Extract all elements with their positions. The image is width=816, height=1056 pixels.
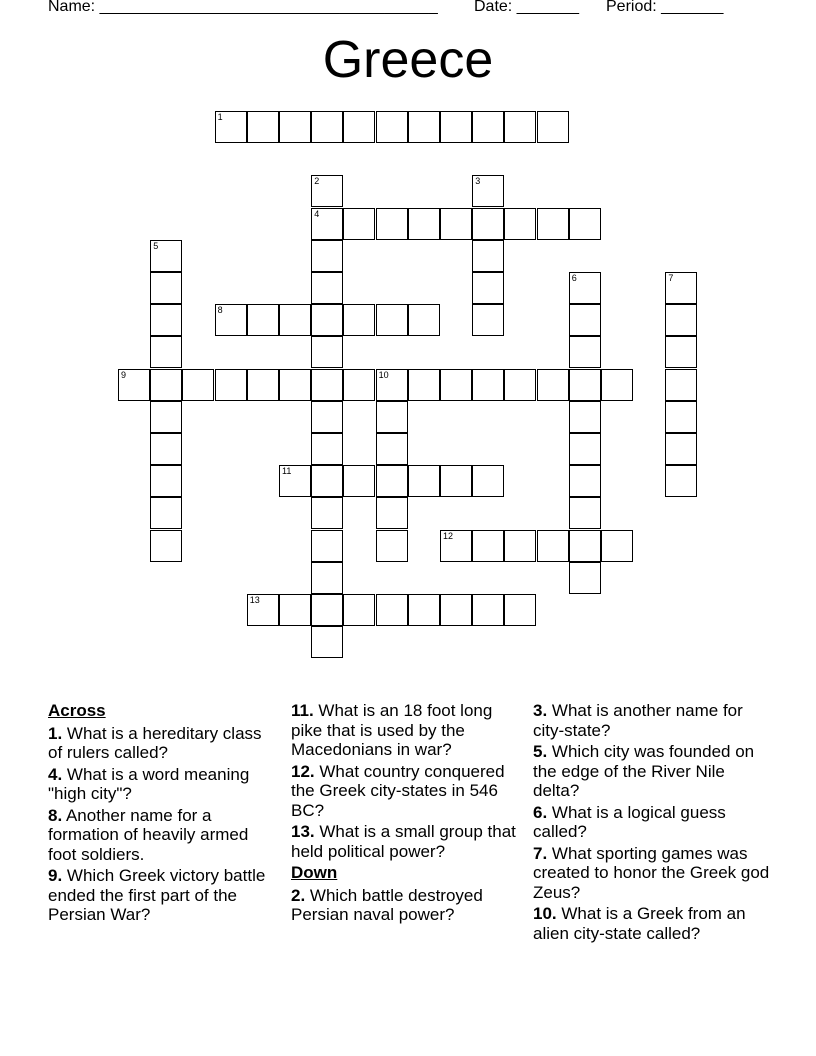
grid-cell[interactable] bbox=[408, 594, 440, 626]
grid-cell[interactable] bbox=[311, 336, 343, 368]
period-field-label: Period: _______ bbox=[606, 0, 724, 15]
grid-cell[interactable] bbox=[311, 369, 343, 401]
grid-cell[interactable] bbox=[440, 594, 472, 626]
clues-column-2 bbox=[291, 701, 523, 927]
clue-across-12: 12. What country conquered the Greek city-states in 546 BC? bbox=[291, 761, 505, 820]
grid-cell[interactable] bbox=[472, 208, 504, 240]
clue-number: 3 bbox=[475, 176, 481, 187]
grid-cell[interactable] bbox=[472, 369, 504, 401]
grid-cell[interactable] bbox=[376, 401, 408, 433]
clue-number: 11 bbox=[282, 466, 292, 477]
grid-cell[interactable] bbox=[376, 594, 408, 626]
clue-down-10: 10. What is a Greek from an alien city-state called? bbox=[533, 904, 746, 943]
grid-cell[interactable] bbox=[504, 530, 536, 562]
grid-cell[interactable] bbox=[569, 562, 601, 594]
clue-down-5: 5. Which city was founded on the edge of the River Nile delta? bbox=[533, 742, 755, 800]
grid-cell[interactable] bbox=[343, 465, 375, 497]
grid-cell[interactable] bbox=[472, 272, 504, 304]
grid-cell[interactable] bbox=[215, 111, 247, 143]
grid-cell[interactable] bbox=[279, 369, 311, 401]
grid-cell[interactable] bbox=[569, 433, 601, 465]
grid-cell[interactable] bbox=[472, 594, 504, 626]
clues-column-3 bbox=[533, 701, 773, 945]
grid-cell[interactable] bbox=[311, 594, 343, 626]
grid-cell[interactable] bbox=[472, 304, 504, 336]
clue-across-1: 1. What is a hereditary class of rulers called? bbox=[48, 723, 262, 762]
grid-cell[interactable] bbox=[343, 369, 375, 401]
grid-cell[interactable] bbox=[440, 369, 472, 401]
grid-cell[interactable] bbox=[537, 530, 569, 562]
clue-number: 13 bbox=[249, 595, 260, 605]
grid-cell[interactable] bbox=[569, 497, 601, 529]
grid-cell[interactable] bbox=[311, 175, 343, 207]
clue-number: 6 bbox=[571, 273, 577, 283]
grid-cell[interactable] bbox=[408, 111, 440, 143]
grid-cell[interactable] bbox=[247, 111, 279, 143]
grid-cell[interactable] bbox=[150, 497, 182, 529]
grid-cell[interactable] bbox=[440, 111, 472, 143]
grid-cell[interactable] bbox=[376, 304, 408, 336]
clue-number: 4 bbox=[314, 208, 320, 219]
grid-cell[interactable] bbox=[665, 304, 697, 336]
grid-cell[interactable] bbox=[311, 465, 343, 497]
grid-cell[interactable] bbox=[311, 240, 343, 272]
grid-cell[interactable] bbox=[601, 530, 633, 562]
grid-cell[interactable] bbox=[472, 240, 504, 272]
grid-cell[interactable] bbox=[440, 465, 472, 497]
grid-cell[interactable] bbox=[472, 175, 504, 207]
name-field-label: Name: ______________________________________ bbox=[48, 0, 438, 15]
grid-cell[interactable] bbox=[537, 111, 569, 143]
grid-cell[interactable] bbox=[601, 369, 633, 401]
grid-cell[interactable] bbox=[311, 272, 343, 304]
grid-cell[interactable] bbox=[569, 530, 601, 562]
grid-cell[interactable] bbox=[215, 304, 247, 336]
clue-number: 2 bbox=[314, 176, 320, 187]
grid-cell[interactable] bbox=[569, 369, 601, 401]
clue-number: 5 bbox=[153, 240, 159, 251]
grid-cell[interactable] bbox=[569, 336, 601, 368]
down-heading: Down bbox=[291, 863, 338, 882]
grid-cell[interactable] bbox=[311, 562, 343, 594]
grid-cell[interactable] bbox=[665, 433, 697, 465]
clue-across-4: 4. What is a word meaning "high city"? bbox=[48, 764, 250, 803]
grid-cell[interactable] bbox=[343, 111, 375, 143]
grid-cell[interactable] bbox=[150, 304, 182, 336]
grid-cell[interactable] bbox=[311, 208, 343, 240]
grid-cell[interactable] bbox=[279, 304, 311, 336]
grid-cell[interactable] bbox=[247, 594, 279, 626]
grid-cell[interactable] bbox=[311, 304, 343, 336]
clue-down-3: 3. What is another name for city-state? bbox=[533, 701, 743, 740]
clue-down-2: 2. Which battle destroyed Persian naval power? bbox=[291, 885, 483, 924]
clue-across-9: 9. Which Greek victory battle ended the first part of the Persian War? bbox=[48, 866, 266, 924]
clue-across-8: 8. Another name for a formation of heavily armed foot soldiers. bbox=[48, 805, 249, 864]
grid-cell[interactable] bbox=[376, 369, 408, 401]
grid-cell[interactable] bbox=[504, 208, 536, 240]
grid-cell[interactable] bbox=[472, 465, 504, 497]
date-field-label: Date: _______ bbox=[474, 0, 579, 15]
grid-cell[interactable] bbox=[343, 594, 375, 626]
grid-cell[interactable] bbox=[376, 208, 408, 240]
grid-cell[interactable] bbox=[311, 530, 343, 562]
grid-cell[interactable] bbox=[569, 465, 601, 497]
grid-cell[interactable] bbox=[343, 208, 375, 240]
grid-cell[interactable] bbox=[665, 336, 697, 368]
grid-cell[interactable] bbox=[376, 433, 408, 465]
grid-cell[interactable] bbox=[376, 111, 408, 143]
across-heading: Across bbox=[48, 701, 106, 720]
grid-cell[interactable] bbox=[311, 111, 343, 143]
grid-cell[interactable] bbox=[376, 530, 408, 562]
grid-cell[interactable] bbox=[537, 208, 569, 240]
clue-number: 12 bbox=[443, 530, 454, 541]
grid-cell[interactable] bbox=[247, 369, 279, 401]
grid-cell[interactable] bbox=[569, 272, 601, 304]
grid-cell[interactable] bbox=[569, 304, 601, 336]
grid-cell[interactable] bbox=[311, 626, 343, 658]
grid-cell[interactable] bbox=[118, 369, 150, 401]
grid-cell[interactable] bbox=[665, 465, 697, 497]
grid-cell[interactable] bbox=[408, 369, 440, 401]
grid-cell[interactable] bbox=[150, 465, 182, 497]
grid-cell[interactable] bbox=[504, 111, 536, 143]
clue-number: 1 bbox=[217, 112, 223, 122]
grid-cell[interactable] bbox=[665, 369, 697, 401]
grid-cell[interactable] bbox=[504, 369, 536, 401]
grid-cell[interactable] bbox=[150, 530, 182, 562]
grid-cell[interactable] bbox=[150, 336, 182, 368]
clue-number: 9 bbox=[121, 369, 127, 380]
grid-cell[interactable] bbox=[472, 530, 504, 562]
grid-cell[interactable] bbox=[247, 304, 279, 336]
grid-cell[interactable] bbox=[408, 208, 440, 240]
page-title: Greece bbox=[322, 31, 494, 89]
grid-cell[interactable] bbox=[311, 433, 343, 465]
grid-cell[interactable] bbox=[376, 465, 408, 497]
grid-cell[interactable] bbox=[504, 594, 536, 626]
clue-down-7: 7. What sporting games was created to honor the Greek god Zeus? bbox=[533, 843, 770, 902]
grid-cell[interactable] bbox=[215, 369, 247, 401]
clue-across-13: 13. What is a small group that held political power? bbox=[291, 822, 516, 861]
grid-cell[interactable] bbox=[150, 272, 182, 304]
grid-cell[interactable] bbox=[182, 369, 214, 401]
clues-column-1 bbox=[48, 701, 280, 927]
grid-cell[interactable] bbox=[343, 304, 375, 336]
grid-cell[interactable] bbox=[279, 111, 311, 143]
clue-across-11: 11. What is an 18 foot long pike that is used by the Macedonians in war? bbox=[291, 701, 493, 759]
grid-cell[interactable] bbox=[440, 530, 472, 562]
grid-cell[interactable] bbox=[537, 369, 569, 401]
grid-cell[interactable] bbox=[279, 594, 311, 626]
grid-cell[interactable] bbox=[408, 465, 440, 497]
grid-cell[interactable] bbox=[665, 272, 697, 304]
grid-cell[interactable] bbox=[279, 465, 311, 497]
grid-cell[interactable] bbox=[150, 401, 182, 433]
clue-down-6: 6. What is a logical guess called? bbox=[533, 802, 726, 841]
grid-cell[interactable] bbox=[376, 497, 408, 529]
grid-cell[interactable] bbox=[569, 208, 601, 240]
grid-cell[interactable] bbox=[311, 497, 343, 529]
clue-number: 8 bbox=[217, 305, 223, 316]
clue-number: 10 bbox=[378, 369, 389, 380]
grid-cell[interactable] bbox=[569, 401, 601, 433]
grid-cell[interactable] bbox=[665, 401, 697, 433]
grid-cell[interactable] bbox=[150, 433, 182, 465]
grid-cell[interactable] bbox=[150, 369, 182, 401]
grid-cell[interactable] bbox=[408, 304, 440, 336]
grid-cell[interactable] bbox=[150, 240, 182, 272]
clue-number: 7 bbox=[668, 273, 674, 283]
grid-cell[interactable] bbox=[311, 401, 343, 433]
grid-cell[interactable] bbox=[472, 111, 504, 143]
grid-cell[interactable] bbox=[440, 208, 472, 240]
